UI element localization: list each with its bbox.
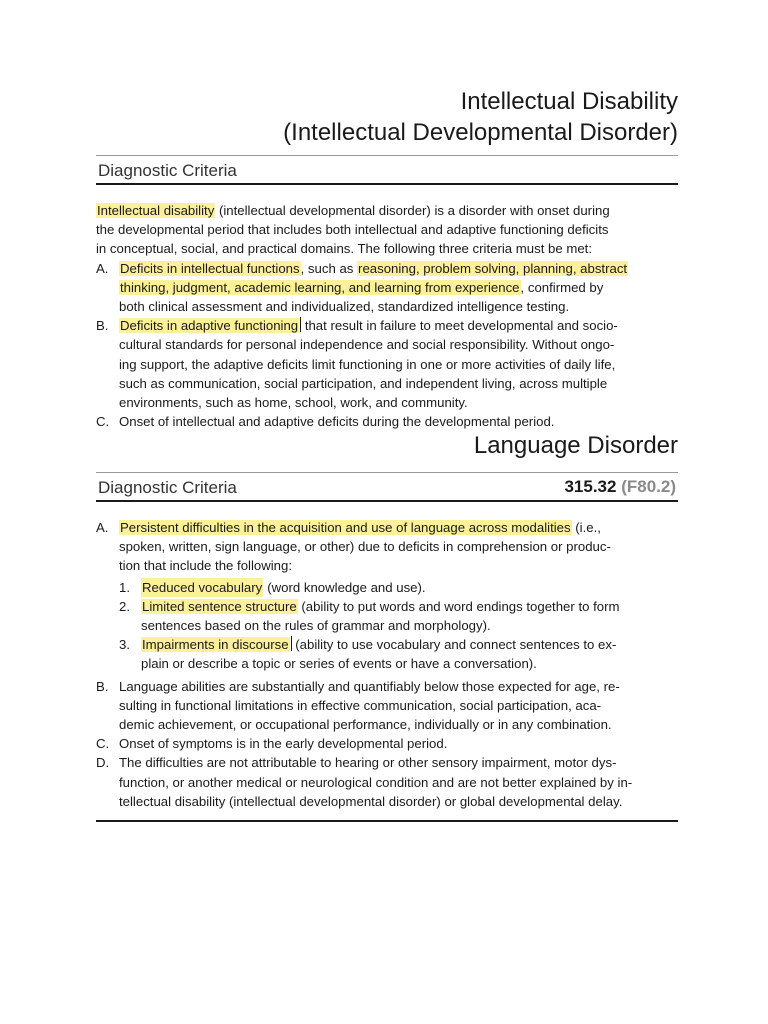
id-criterion-c: C. Onset of intellectual and adaptive deficits during the developmental period.	[96, 412, 678, 431]
highlight: Limited sentence structure	[142, 598, 297, 614]
header-top-rule	[96, 472, 678, 473]
header-bottom-rule	[96, 500, 678, 502]
id-criterion-a: A. Deficits in intellectual functions, such as reasoning, problem solving, planning, abstract thinking, judgment, academic learning, and learning from experience, confirmed by both clinical assessment and individualized, standardized intelligence testing.	[96, 260, 628, 315]
section-end-rule	[96, 820, 678, 822]
id-title	[283, 86, 678, 148]
id-title-line2: (Intellectual Developmental Disorder)	[283, 119, 678, 146]
criterion-marker: A.	[96, 260, 109, 276]
ld-title: Language Disorder	[473, 432, 678, 459]
criterion-marker: C.	[96, 414, 110, 430]
code-alt: (F80.2)	[621, 477, 676, 496]
id-criteria-body	[96, 201, 678, 431]
highlight: Impairments in discourse	[142, 637, 289, 653]
header-bottom-rule	[96, 183, 678, 185]
ld-criteria-body	[96, 518, 678, 811]
ld-criteria-header	[96, 472, 678, 502]
text-cursor	[291, 636, 292, 651]
code-main: 315.32	[564, 477, 617, 496]
highlight: Reduced vocabulary	[141, 578, 263, 597]
id-intro-line1: Intellectual disability (intellectual developmental disorder) is a disorder with onset during	[97, 203, 610, 218]
criterion-marker: B.	[96, 678, 109, 694]
id-intro-line3: in conceptual, social, and practical domains. The following three criteria must be met:	[96, 241, 592, 257]
highlight: reasoning, problem solving, planning, abstract	[358, 260, 628, 276]
criterion-marker: D.	[96, 755, 110, 771]
ld-criterion-c: C. Onset of symptoms is in the early developmental period.	[96, 734, 678, 753]
highlight: thinking, judgment, academic learning, and learning from experience	[120, 279, 520, 295]
id-criteria-label: Diagnostic Criteria	[98, 161, 237, 180]
item-number: 3.	[119, 637, 130, 653]
header-top-rule	[96, 155, 678, 156]
criterion-marker: B.	[96, 318, 109, 334]
list-item: 2. Limited sentence structure (ability to put words and word endings together to form sentences based on the rules of grammar and morphology).	[119, 598, 620, 634]
id-criteria-header	[96, 155, 678, 185]
id-criterion-b: B. Deficits in adaptive functioning that result in failure to meet developmental and socio- cultural standards for personal independence and social responsibility. Without ongo- ing support, the adaptive deficits limit functioning in one or more activities of daily life, such as communication, social participation, and independent living, across multiple environments, such as home, school, work, and community.	[96, 318, 618, 411]
text-cursor	[300, 317, 301, 332]
criterion-marker: A.	[96, 520, 109, 535]
item-number: 1.	[119, 579, 130, 595]
id-title-line1: Intellectual Disability	[460, 88, 678, 115]
highlight: Intellectual disability	[97, 203, 215, 218]
list-item: 1. Reduced vocabulary (word knowledge and use).	[96, 578, 678, 597]
ld-criterion-a: A. Persistent difficulties in the acquisition and use of language across modalities (i.e., spoken, written, sign language, or other) due to deficits in comprehension or produc- tion that include the following: 1. Reduced vocabulary (word knowledge and use). 2. Limited sentence structure (ability to put words and word endings together to form sentences based on the rules of grammar and morphology). 3. Impairments in discourse (ability to use vocabulary and connect sentences to ex- plain or describe a topic or series of events or have a conversation).	[96, 518, 678, 674]
highlight: Deficits in intellectual functions	[120, 260, 300, 276]
list-item: 3. Impairments in discourse (ability to use vocabulary and connect sentences to ex- plain or describe a topic or series of events or have a conversation).	[119, 637, 617, 672]
criterion-marker: C.	[96, 736, 110, 752]
ld-criterion-b: B. Language abilities are substantially and quantifiably below those expected for age, re- sulting in functional limitations in effective communication, social participation, aca- demic achievement, or occupational performance, individually or in any combination.	[96, 678, 620, 733]
item-number: 2.	[119, 598, 130, 614]
ld-criterion-d: D. The difficulties are not attributable to hearing or other sensory impairment, motor dys- function, or another medical or neurological condition and are not better explained by in- tellectual disability (intellectual developmental disorder) or global developmental delay.	[96, 755, 633, 809]
highlight: Deficits in adaptive functioning	[120, 318, 299, 334]
ld-criteria-label: Diagnostic Criteria	[98, 478, 237, 497]
id-intro-line2: the developmental period that includes both intellectual and adaptive functioning deficits	[96, 222, 609, 238]
diagnostic-code	[564, 477, 676, 497]
highlight: Persistent difficulties in the acquisition and use of language across modalities	[120, 520, 571, 535]
